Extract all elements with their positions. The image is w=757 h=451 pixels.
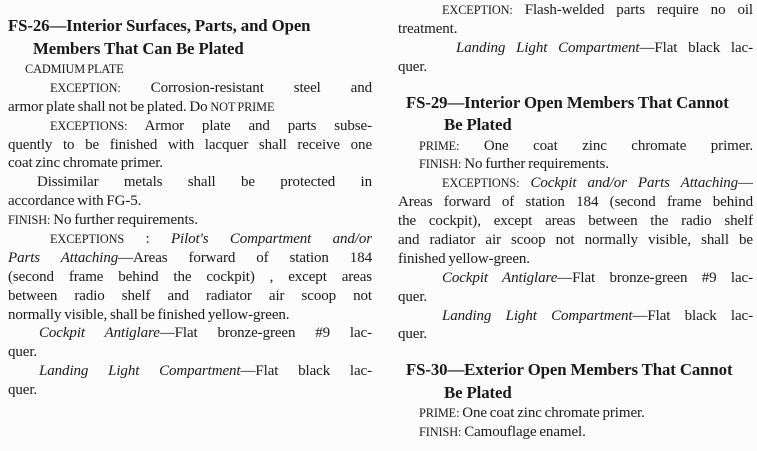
text-line [8, 60, 372, 79]
text-run: —Flat black lac- [639, 39, 753, 56]
smallcaps-run: EXCEPTIONS [50, 232, 125, 247]
text-line [398, 20, 753, 39]
text-line [398, 307, 753, 326]
text-line [8, 230, 372, 249]
smallcaps-run: PRIME: [419, 406, 460, 421]
text-line [8, 98, 372, 117]
text-line [398, 193, 753, 212]
text-line [8, 362, 372, 381]
paragraph [8, 362, 372, 400]
text-run: quer. [398, 288, 428, 305]
text-line [398, 58, 753, 77]
text-run: One coat zinc chromate primer. [459, 137, 753, 154]
text-run: quer. [398, 58, 428, 75]
text-line [398, 1, 753, 20]
text-line [8, 249, 372, 268]
text-run: No further requirements. [461, 156, 609, 173]
paragraph [398, 269, 753, 307]
text-run: Corrosion-resistant steel and [120, 79, 372, 96]
text-run: and radiator air scoop not normally visible, shall be [398, 232, 753, 249]
text-line [398, 39, 753, 58]
text-run [519, 175, 530, 191]
paragraph [8, 173, 372, 211]
text-line [398, 404, 753, 423]
text-line [398, 269, 753, 288]
text-line [398, 155, 753, 174]
text-run: —Areas forward of station 184 [118, 249, 372, 266]
text-run: (second frame behind the cockpit) , except areas [8, 268, 372, 285]
smallcaps-run: PRIME: [419, 138, 460, 153]
smallcaps-run: CADMIUM PLATE [25, 62, 124, 76]
text-run: —Flat black lac- [632, 307, 753, 324]
text-run: —Flat black lac- [240, 363, 372, 380]
text-line [8, 173, 372, 192]
text-line [398, 212, 753, 231]
section-heading [398, 359, 753, 404]
text-run: finished yellow-green. [398, 250, 530, 267]
heading-line: Be Plated [444, 382, 512, 402]
text-line [8, 306, 372, 325]
paragraph [8, 324, 372, 362]
smallcaps-run: EXCEPTIONS: [442, 176, 520, 191]
italic-run: Cockpit and/or Parts Attaching [530, 175, 739, 192]
paragraph [398, 137, 753, 156]
text-run: coat zinc chromate primer. [8, 155, 163, 172]
paragraph [398, 155, 753, 174]
text-run: quer. [398, 326, 428, 343]
left-column [8, 15, 372, 400]
paragraph [398, 307, 753, 345]
smallcaps-run: NOT PRIME [210, 99, 275, 114]
text-run: treatment. [398, 20, 458, 37]
paragraph [8, 117, 372, 174]
text-run: normally visible, shall be finished yellow-green. [8, 306, 290, 323]
text-line [398, 325, 753, 344]
text-run: accordance with FG-5. [8, 193, 142, 210]
text-line [398, 288, 753, 307]
text-run: Armor plate and parts subse- [127, 117, 372, 134]
italic-run: Cockpit Antiglare [39, 325, 160, 342]
paragraph [398, 39, 753, 77]
heading-line: Be Plated [444, 115, 512, 135]
paragraph [8, 230, 372, 324]
right-column [398, 1, 753, 442]
text-run: One coat zinc chromate primer. [459, 405, 645, 422]
smallcaps-run: EXCEPTIONS: [50, 118, 128, 133]
heading-line: FS-26—Interior Surfaces, Parts, and Open [8, 16, 311, 35]
text-run: No further requirements. [50, 212, 198, 229]
text-line [398, 174, 753, 193]
text-line [8, 192, 372, 211]
text-run: Camouflage enamel. [461, 424, 586, 441]
text-line [398, 423, 753, 442]
text-line [8, 343, 372, 362]
text-line [398, 137, 753, 156]
section-heading [8, 15, 372, 60]
smallcaps-run: FINISH: [419, 425, 462, 440]
text-run: —Flat bronze-green #9 lac- [557, 269, 753, 286]
text-line [8, 381, 372, 400]
text-run: the cockpit), except areas between the radio shelf [398, 213, 753, 230]
text-run: : [124, 231, 171, 248]
italic-run: Landing Light Compartment [442, 307, 633, 324]
heading-line: Members That Can Be Plated [33, 38, 244, 58]
text-run: quer. [8, 344, 38, 361]
italic-run: Pilot's Compartment and/or [170, 231, 372, 248]
text-run: quer. [8, 382, 38, 399]
text-line [398, 231, 753, 250]
text-line [398, 250, 753, 269]
paragraph [8, 211, 372, 230]
text-run: Flash-welded parts require no oil [512, 2, 753, 18]
italic-run: Landing Light Compartment [39, 363, 241, 380]
text-line [8, 154, 372, 173]
text-line [8, 117, 372, 136]
text-line [8, 324, 372, 343]
text-run: —Flat bronze-green #9 lac- [159, 325, 372, 342]
smallcaps-run: EXCEPTION: [50, 80, 121, 95]
smallcaps-run: FINISH: [8, 213, 51, 228]
text-line [8, 268, 372, 287]
text-run: quently to be finished with lacquer shall receive one [8, 136, 372, 153]
paragraph [398, 1, 753, 39]
text-run: armor plate shall not be plated. Do [8, 98, 211, 115]
italic-run: Landing Light Compartment [456, 39, 640, 56]
text-line [8, 136, 372, 155]
section-heading [398, 92, 753, 137]
text-line [8, 211, 372, 230]
paragraph [398, 423, 753, 442]
paragraph [8, 60, 372, 79]
text-run: Dissimilar metals shall be protected in [37, 174, 372, 191]
text-run: between radio shelf and radiator air scoop not [8, 287, 372, 304]
paragraph [398, 174, 753, 268]
paragraph [8, 79, 372, 117]
text-line [8, 79, 372, 98]
text-line [8, 287, 372, 306]
italic-run: Parts Attaching [8, 249, 119, 266]
heading-line: FS-30—Exterior Open Members That Cannot [406, 360, 733, 380]
paragraph [398, 404, 753, 423]
text-run: — [738, 175, 753, 192]
italic-run: Cockpit Antiglare [442, 269, 558, 286]
text-run: Areas forward of station 184 (second frame behind [398, 194, 753, 211]
heading-line: FS-29—Interior Open Members That Cannot [406, 92, 729, 112]
smallcaps-run: EXCEPTION: [442, 3, 513, 17]
smallcaps-run: FINISH: [419, 157, 462, 172]
